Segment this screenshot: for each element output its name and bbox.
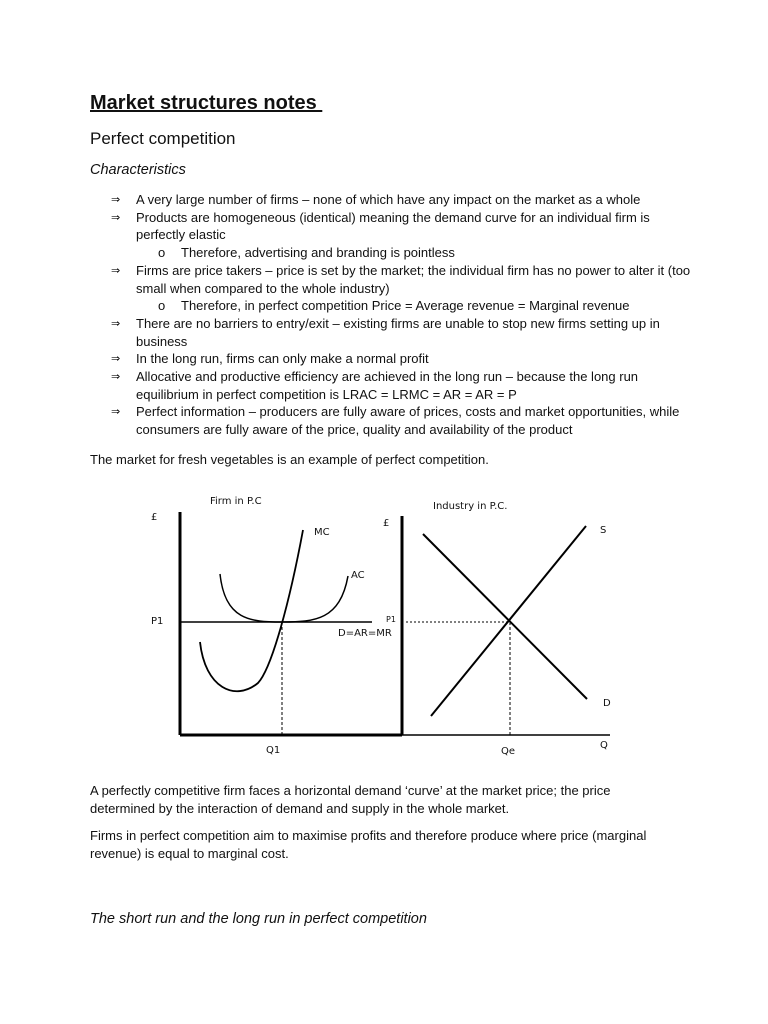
paragraph-vegetables: The market for fresh vegetables is an example of perfect competition. [90,452,489,467]
arrow-bullet-icon: ⇒ [111,352,121,366]
firm-y-axis-label: £ [151,512,158,523]
demand-ar-mr-label: D=AR=MR [338,628,392,639]
sub-list-item-text: Therefore, advertising and branding is pointless [181,245,455,261]
arrow-bullet-icon: ⇒ [111,263,121,277]
list-item [0,209,696,244]
list-item-text: Allocative and productive efficiency are achieved in the long run – because the long run equilibrium in perfect competition is LRAC = LRMC = AR = AR = P [136,369,639,402]
list-item-text: A very large number of firms – none of which have any impact on the market as a whole [136,192,641,207]
sub-list-item-text: Therefore, in perfect competition Price = Average revenue = Marginal revenue [181,298,630,314]
supply-label: S [600,525,607,536]
sub-bullet-icon: o [158,298,166,314]
list-item [0,262,696,297]
mc-label: MC [314,527,330,538]
list-item-text: Firms are price takers – price is set by the market; the individual firm has no power to alter it (too small when compared to the whole industry) [136,262,691,296]
arrow-bullet-icon: ⇒ [111,370,121,384]
sub-bullet-icon: o [158,245,166,261]
characteristics-list [0,191,768,439]
industry-p1-label: P1 [386,615,396,624]
firm-p1-label: P1 [151,616,164,627]
list-item-text: There are no barriers to entry/exit – existing firms are unable to stop new firms setting up in business [136,315,660,349]
arrow-bullet-icon: ⇒ [111,193,121,206]
perfect-competition-diagram [140,490,620,770]
industry-demand-label: D [603,698,611,709]
section-title: Perfect competition [90,129,236,148]
list-item-text: In the long run, firms can only make a normal profit [136,351,429,367]
sub-list-item [0,297,701,315]
mc-curve [200,530,303,691]
industry-supply-curve [431,526,586,716]
industry-demand-curve [423,534,587,699]
list-item [0,368,696,403]
short-run-long-run-heading: The short run and the long run in perfect competition [90,911,427,927]
characteristics-heading: Characteristics [90,162,186,178]
industry-y-axis-label: £ [383,518,390,529]
list-item [0,315,696,350]
arrow-bullet-icon: ⇒ [111,405,121,419]
arrow-bullet-icon: ⇒ [111,210,121,224]
sub-list-item [0,244,701,262]
arrow-bullet-icon: ⇒ [111,316,121,330]
paragraph-firm-demand: A perfectly competitive firm faces a horizontal demand ‘curve’ at the market price; the price determined by the interaction of demand and supply in the whole market. [90,783,611,816]
industry-q-axis-label: Q [600,740,608,751]
industry-diagram-title: Industry in P.C. [433,501,508,512]
list-item-text: Perfect information – producers are fully aware of prices, costs and market opportunities, while consumers are fully aware of the price, quality and availability of the product [136,404,680,438]
firm-diagram-title: Firm in P.C [210,496,262,507]
firm-q1-label: Q1 [266,745,281,756]
ac-label: AC [351,570,365,581]
list-item [0,403,696,438]
paragraph-profit-maximisation: Firms in perfect competition aim to maximise profits and therefore produce where price (marginal revenue) is equal to marginal cost. [90,828,647,861]
list-item-text: Products are homogeneous (identical) meaning the demand curve for an individual firm is perfectly elastic [136,209,650,243]
list-item [0,191,696,209]
page-title: Market structures notes [90,92,323,114]
list-item [0,350,696,368]
industry-qe-label: Qe [501,746,516,757]
